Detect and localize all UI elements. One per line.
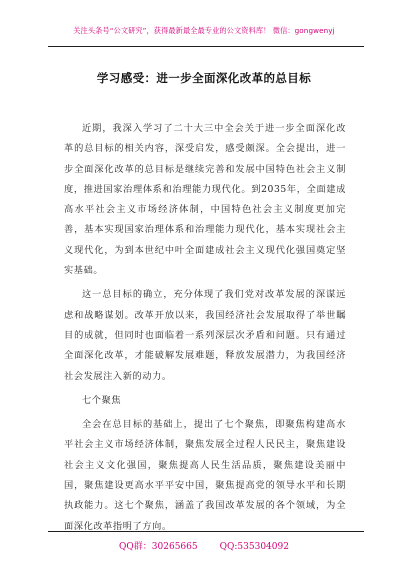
promo-banner: 关注头条号“公文研究”，获得最新最全最专业的公文资料库！ 微信：gongwenyj	[73, 26, 335, 35]
footer-contact	[0, 539, 408, 552]
section-subheading: 七个聚焦	[82, 394, 122, 406]
footer-divider	[48, 531, 364, 532]
footer-qq-group: QQ群：30265665	[119, 542, 198, 552]
document-body	[64, 119, 346, 541]
document-title: 学习感受：进一步全面深化改革的总目标	[96, 71, 312, 85]
header-divider	[48, 46, 364, 47]
body-paragraph-2: 这一总目标的确立，充分体现了我们党对改革发展的深谋远虑和战略谋划。改革开放以来，我国经济社会发展取得了举世瞩目的成就，但同时也面临着一系列深层次矛盾和问题。只有通过全面深化改革，才能破解发展难题，释放发展潜力，为我国经济社会发展注入新的动力。	[64, 289, 346, 382]
body-paragraph-3: 全会在总目标的基础上，提出了七个聚焦，即聚焦构建高水平社会主义市场经济体制，聚焦发展全过程人民民主，聚焦建设社会主义文化强国，聚焦提高人民生活品质，聚焦建设美丽中国，聚焦建设更高水平平安中国，聚焦提高党的领导水平和长期执政能力。这七个聚焦，涵盖了我国改革发展的各个领域，为全面深化改革指明了方向。	[64, 419, 346, 532]
body-paragraph-1: 近期，我深入学习了二十大三中全会关于进一步全面深化改革的总目标的相关内容，深受启发，感受颇深。全会提出，进一步全面深化改革的总目标是继续完善和发展中国特色社会主义制度，推进国家治理体系和治理能力现代化。到2035年，全面建成高水平社会主义市场经济体制，中国特色社会主义制度更加完善，基本实现国家治理体系和治理能力现代化，基本实现社会主义现代化，为到本世纪中叶全面建成社会主义现代化强国奠定坚实基础。	[64, 123, 346, 277]
footer-qq: QQ:535304092	[219, 542, 289, 552]
